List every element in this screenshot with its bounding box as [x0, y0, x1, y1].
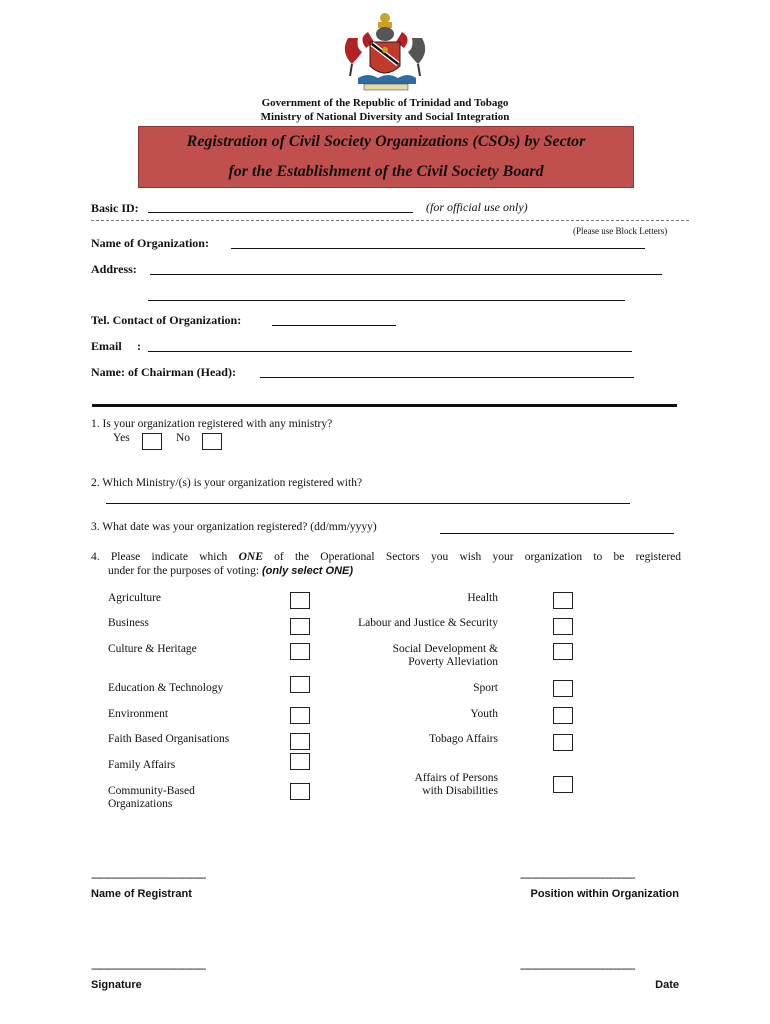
sector-sport-checkbox[interactable]	[553, 680, 573, 697]
sector-community-label-line1: Community-Based	[108, 785, 195, 797]
question-1: 1. Is your organization registered with any ministry?	[91, 418, 333, 430]
sector-business-label: Business	[108, 617, 149, 629]
question-4-emphasis: (only select ONE)	[261, 565, 354, 577]
position-label: Position within Organization	[530, 888, 679, 900]
question-4-prefix: 4. Please indicate which	[91, 551, 228, 563]
sector-sport-label: Sport	[473, 682, 498, 694]
question-2: 2. Which Ministry/(s) is your organization registered with?	[91, 477, 363, 489]
form-title-line2: for the Establishment of the Civil Society Board	[228, 163, 544, 180]
address-field-line1[interactable]	[150, 262, 662, 275]
chairman-label: Name: of Chairman (Head):	[91, 365, 236, 379]
date-line[interactable]: -------------------------------------------	[520, 963, 635, 975]
sector-social-label-line1: Social Development &	[392, 643, 498, 655]
address-field-line2[interactable]	[148, 288, 625, 301]
sector-education-label: Education & Technology	[108, 682, 224, 694]
sector-culture-label: Culture & Heritage	[108, 643, 197, 655]
government-name: Government of the Republic of Trinidad and Tobago	[261, 97, 509, 109]
sector-family-checkbox[interactable]	[290, 753, 310, 770]
official-use-note: (for official use only)	[426, 200, 528, 214]
sector-labour-label: Labour and Justice & Security	[358, 617, 498, 629]
sector-agriculture-checkbox[interactable]	[290, 592, 310, 609]
sector-social-label-line2: Poverty Alleviation	[408, 656, 498, 668]
sector-education-checkbox[interactable]	[290, 676, 310, 693]
registration-date-field[interactable]	[440, 521, 674, 534]
email-label: Email	[91, 339, 122, 353]
sector-health-label: Health	[467, 592, 498, 604]
block-letters-note: (Please use Block Letters)	[573, 226, 668, 236]
signature-label: Signature	[91, 979, 142, 991]
registrant-name-line[interactable]: -------------------------------------------	[91, 872, 206, 884]
email-colon: :	[137, 339, 141, 353]
sector-disabilities-checkbox[interactable]	[553, 776, 573, 793]
tel-field[interactable]	[272, 313, 396, 326]
sector-community-label-line2: Organizations	[108, 798, 173, 810]
dashed-divider	[91, 220, 689, 221]
question-3: 3. What date was your organization registered? (dd/mm/yyyy)	[91, 521, 377, 533]
ministry-name: Ministry of National Diversity and Social Integration	[260, 111, 510, 123]
tel-label: Tel. Contact of Organization:	[91, 313, 242, 327]
sector-youth-checkbox[interactable]	[553, 707, 573, 724]
org-name-field[interactable]	[231, 236, 645, 249]
section-divider	[92, 404, 677, 407]
sector-health-checkbox[interactable]	[553, 592, 573, 609]
org-name-label: Name of Organization:	[91, 236, 209, 250]
registrant-name-label: Name of Registrant	[91, 888, 192, 900]
sector-labour-checkbox[interactable]	[553, 618, 573, 635]
sector-agriculture-label: Agriculture	[108, 592, 162, 604]
coat-of-arms-icon	[338, 8, 432, 92]
basic-id-label: Basic ID:	[91, 201, 139, 215]
question-4-suffix: of the Operational Sectors you wish your organization to be registered	[274, 551, 681, 563]
form-title-line1: Registration of Civil Society Organizations (CSOs) by Sector	[186, 133, 586, 150]
ministry-answer-field[interactable]	[106, 491, 630, 504]
no-label: No	[176, 432, 191, 444]
no-checkbox[interactable]	[202, 433, 222, 450]
sector-environment-checkbox[interactable]	[290, 707, 310, 724]
date-label: Date	[655, 979, 679, 991]
sector-faith-checkbox[interactable]	[290, 733, 310, 750]
signature-line[interactable]: -------------------------------------------	[91, 963, 206, 975]
sector-faith-label: Faith Based Organisations	[108, 733, 230, 745]
email-field[interactable]	[148, 339, 632, 352]
yes-checkbox[interactable]	[142, 433, 162, 450]
sector-environment-label: Environment	[108, 708, 169, 720]
chairman-field[interactable]	[260, 365, 634, 378]
sector-disabilities-label-line2: with Disabilities	[422, 785, 498, 797]
form-title-banner	[138, 126, 634, 188]
sector-tobago-label: Tobago Affairs	[429, 733, 498, 745]
sector-tobago-checkbox[interactable]	[553, 734, 573, 751]
sector-disabilities-label-line1: Affairs of Persons	[414, 772, 498, 784]
sector-community-checkbox[interactable]	[290, 783, 310, 800]
address-label: Address:	[91, 262, 137, 276]
yes-label: Yes	[113, 432, 130, 444]
question-4-line1	[91, 551, 681, 563]
sector-culture-checkbox[interactable]	[290, 643, 310, 660]
sector-youth-label: Youth	[470, 708, 498, 720]
question-4-under: under for the purposes of voting:	[108, 565, 260, 577]
sector-family-label: Family Affairs	[108, 759, 176, 771]
position-line[interactable]: -------------------------------------------	[520, 872, 635, 884]
basic-id-field[interactable]	[148, 200, 413, 213]
sector-social-checkbox[interactable]	[553, 643, 573, 660]
question-4-line2	[108, 565, 353, 577]
question-4-one: ONE	[238, 551, 263, 563]
